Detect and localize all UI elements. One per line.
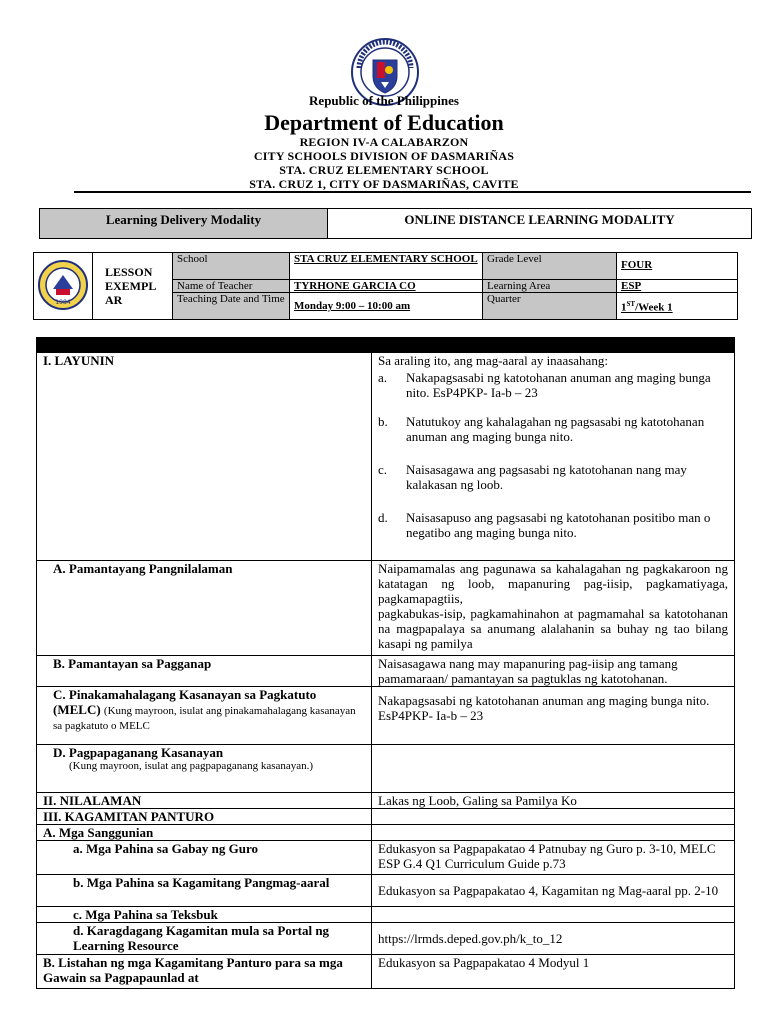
- modality-box: [39, 208, 752, 239]
- objective-b: b. Natutukoy ang kahalagahan ng pagsasabi ng katotohanan anuman ang maging bunga nito.: [378, 414, 705, 444]
- school-label: School: [173, 253, 290, 280]
- pagpapaganang-title: D. Pagpapaganang Kasanayan: [53, 745, 224, 760]
- nilalaman-title: II. NILALAMAN: [37, 793, 372, 809]
- sanggunian-title: A. Mga Sanggunian: [37, 825, 372, 841]
- melc-title: C. Pinakamahalagang Kasanayan sa Pagkatuto (MELC): [53, 687, 317, 717]
- pagpapaganang-note: (Kung mayroon, isulat ang pagpapaganang kasanayan.): [69, 760, 314, 772]
- lesson-exemplar-title: [93, 253, 173, 320]
- republic-line: Republic of the Philippines: [309, 93, 459, 108]
- listahan-title: B. Listahan ng mga Kagamitang Panturo para sa mga Gawain sa Pagpapaunlad at: [37, 955, 372, 989]
- department-title: Department of Education: [264, 110, 504, 135]
- objective-a: a. Nakapagsasabi ng katotohanan anuman ang maging bunga nito. EsP4PKP- Ia-b – 23: [378, 370, 711, 400]
- school-logo-year: 1984: [55, 298, 71, 306]
- school-value: STA CRUZ ELEMENTARY SCHOOL: [290, 253, 483, 280]
- gabay-guro-title: a. Mga Pahina sa Gabay ng Guro: [37, 841, 372, 875]
- melc-note: (Kung mayroon, isulat ang pinakamahalagang kasanayan sa pagkatuto o MELC: [53, 705, 356, 732]
- modality-label: Learning Delivery Modality: [40, 209, 328, 238]
- objective-d: d. Naisasapuso ang pagsasabi ng katotohanan positibo man o negatibo ang maging bunga nito.: [378, 510, 711, 540]
- layunin-title: I. LAYUNIN: [37, 353, 372, 561]
- kagamitan-content: [372, 809, 735, 825]
- quarter-value: 1ST/Week 1: [617, 293, 738, 320]
- lesson-plan-table: [36, 337, 735, 989]
- pamantayang-pangnilalaman-content: [372, 561, 735, 656]
- header-bar-left: [37, 338, 372, 353]
- nilalaman-content: Lakas ng Loob, Galing sa Pamilya Ko: [372, 793, 735, 809]
- header-divider: [74, 191, 751, 193]
- layunin-content: [372, 353, 735, 561]
- modality-value: ONLINE DISTANCE LEARNING MODALITY: [404, 212, 675, 227]
- school-line: STA. CRUZ ELEMENTARY SCHOOL: [279, 163, 489, 177]
- school-logo-cell: [34, 253, 93, 320]
- pagpapaganang-kasanayan-cell: [37, 745, 372, 793]
- header-bar-right: [372, 338, 735, 353]
- melc-cell: [37, 687, 372, 745]
- portal-link: https://lrmds.deped.gov.ph/k_to_12: [372, 923, 735, 955]
- teksbuk-content: [372, 907, 735, 923]
- pamantayang-pangnilalaman-title: A. Pamantayang Pangnilalaman: [37, 561, 372, 656]
- pangnilalaman-text-1: Naipamamalas ang pagunawa sa kahalagahan ng pagkakaroon ng katatagan ng loob, mapanuring pag-iisip, pagkamatiyaga, pagkamapagtiis,: [378, 561, 728, 606]
- lesson-title-line-2: EXEMPL: [105, 279, 157, 293]
- learning-area-value: ESP: [617, 280, 738, 293]
- pagpapaganang-content: [372, 745, 735, 793]
- lesson-title-line-1: LESSON: [105, 265, 153, 279]
- address-line: STA. CRUZ 1, CITY OF DASMARIÑAS, CAVITE: [249, 177, 519, 191]
- melc-content: Nakapagsasabi ng katotohanan anuman ang maging bunga nito. EsP4PKP- Ia-b – 23: [372, 687, 735, 745]
- learning-area-label: Learning Area: [483, 280, 617, 293]
- portal-title: d. Karagdagang Kagamitan mula sa Portal ng Learning Resource: [37, 923, 372, 955]
- division-line: CITY SCHOOLS DIVISION OF DASMARIÑAS: [253, 149, 515, 163]
- quarter-label: Quarter: [483, 293, 617, 320]
- lesson-info-table: [33, 252, 738, 320]
- grade-level-value: FOUR: [617, 253, 738, 280]
- teacher-label: Name of Teacher: [173, 280, 290, 293]
- teaching-date-value: Monday 9:00 – 10:00 am: [290, 293, 483, 320]
- teacher-value: TYRHONE GARCIA CO: [290, 280, 483, 293]
- objective-c: c. Naisasagawa ang pagsasabi ng katotohanan nang may kalakasan ng loob.: [378, 462, 687, 492]
- kagamitang-pangmag-aaral-content: Edukasyon sa Pagpapakatao 4, Kagamitan ng Mag-aaral pp. 2-10: [372, 875, 735, 907]
- sanggunian-content: [372, 825, 735, 841]
- teaching-date-label: Teaching Date and Time: [173, 293, 290, 320]
- school-logo: [37, 259, 89, 311]
- gabay-guro-content: Edukasyon sa Pagpapakatao 4 Patnubay ng Guro p. 3-10, MELC ESP G.4 Q1 Curriculum Guide p.73: [372, 841, 735, 875]
- teksbuk-title: c. Mga Pahina sa Teksbuk: [37, 907, 372, 923]
- pangnilalaman-text-2: pagkabukas-isip, pagkamahinahon at pagmamahal sa katotohanan na magpapalaya sa anumang alalahanin sa buhay ng tao bilang kasapi ng pamilya: [378, 606, 728, 651]
- lesson-title-line-3: AR: [105, 293, 123, 307]
- listahan-content: Edukasyon sa Pagpapakatao 4 Modyul 1: [372, 955, 735, 989]
- pamantayan-pagganap-title: B. Pamantayan sa Pagganap: [37, 656, 372, 687]
- pamantayan-pagganap-content: Naisasagawa nang may mapanuring pag-iisip ang tamang pamamaraan/ pamantayan sa pagtuklas ng katotohanan.: [372, 656, 735, 687]
- layunin-intro: Sa araling ito, ang mag-aaral ay inaasahang:: [378, 353, 608, 368]
- region-line: REGION IV-A CALABARZON: [299, 135, 469, 149]
- kagamitan-title: III. KAGAMITAN PANTURO: [37, 809, 372, 825]
- grade-level-label: Grade Level: [483, 253, 617, 280]
- kagamitang-pangmag-aaral-title: b. Mga Pahina sa Kagamitang Pangmag-aaral: [37, 875, 372, 907]
